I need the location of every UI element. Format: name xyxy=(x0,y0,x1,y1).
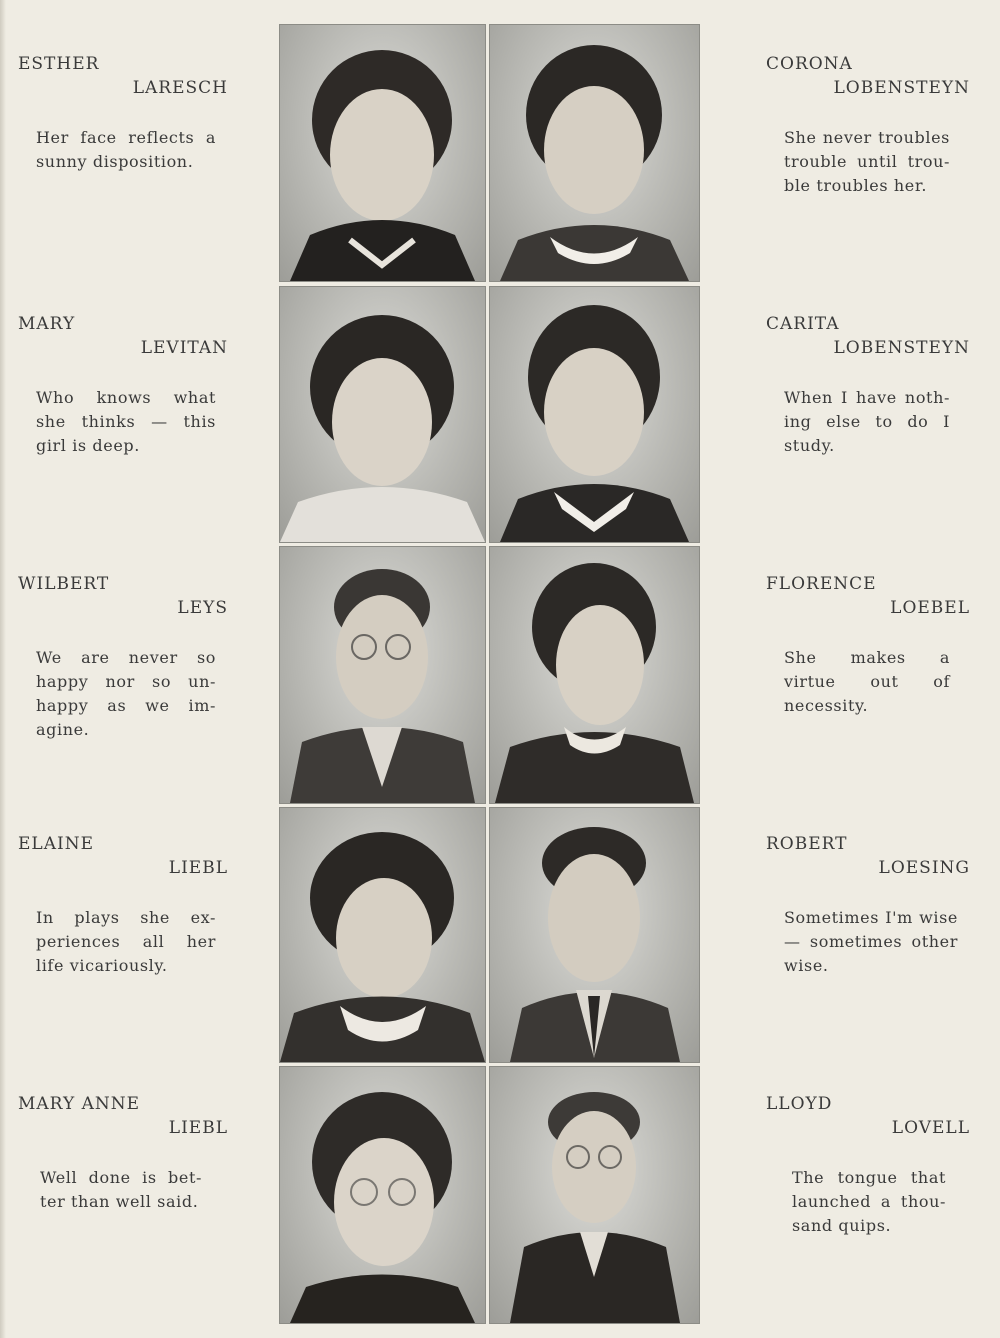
last-name: LARESCH xyxy=(132,78,228,98)
entry-wilbert-leys xyxy=(18,572,228,742)
entry-esther-laresch xyxy=(18,52,228,174)
portrait-photo-mary-anne-liebl xyxy=(279,1066,486,1324)
quote: She never troubles trouble until trou- ble troubles her. xyxy=(784,128,950,195)
entry-elaine-liebl xyxy=(18,832,228,978)
entry-corona-lobensteyn xyxy=(766,52,970,198)
last-name: LEYS xyxy=(177,598,228,618)
first-name: MARY ANNE xyxy=(18,1094,141,1114)
last-name: LIEBL xyxy=(168,1118,228,1138)
page-gutter xyxy=(0,0,6,1338)
first-name: ESTHER xyxy=(18,54,100,74)
last-name: LOESING xyxy=(878,858,970,878)
entry-mary-levitan xyxy=(18,312,228,458)
quote: The tongue that launched a thou- sand quips. xyxy=(792,1168,946,1235)
quote: Sometimes I'm wise — sometimes other wise. xyxy=(784,908,958,975)
first-name: MARY xyxy=(18,314,76,334)
first-name: LLOYD xyxy=(766,1094,833,1114)
quote: When I have noth- ing else to do I study. xyxy=(784,388,950,455)
portrait-photo-wilbert-leys xyxy=(279,546,486,804)
quote: She makes a virtue out of necessity. xyxy=(784,648,950,715)
quote: Her face reflects a sunny disposition. xyxy=(36,128,216,171)
last-name: LOBENSTEYN xyxy=(833,78,970,98)
portrait-photo-corona-lobensteyn xyxy=(489,24,700,282)
portrait-photo-esther-laresch xyxy=(279,24,486,282)
entry-robert-loesing xyxy=(766,832,970,978)
first-name: CARITA xyxy=(766,314,840,334)
first-name: WILBERT xyxy=(18,574,110,594)
last-name: LOVELL xyxy=(891,1118,970,1138)
quote: We are never so happy nor so un- happy as we im- agine. xyxy=(36,648,216,739)
first-name: ELAINE xyxy=(18,834,94,854)
quote: Well done is bet- ter than well said. xyxy=(40,1168,202,1211)
last-name: LIEBL xyxy=(168,858,228,878)
first-name: FLORENCE xyxy=(766,574,877,594)
entry-florence-loebel xyxy=(766,572,970,718)
first-name: ROBERT xyxy=(766,834,848,854)
entry-mary-anne-liebl xyxy=(18,1092,228,1214)
entry-lloyd-lovell xyxy=(766,1092,970,1238)
last-name: LEVITAN xyxy=(140,338,228,358)
portrait-photo-florence-loebel xyxy=(489,546,700,804)
last-name: LOBENSTEYN xyxy=(833,338,970,358)
portrait-photo-mary-levitan xyxy=(279,286,486,543)
first-name: CORONA xyxy=(766,54,853,74)
quote: In plays she ex- periences all her life vicariously. xyxy=(36,908,216,975)
last-name: LOEBEL xyxy=(890,598,970,618)
quote: Who knows what she thinks — this girl is deep. xyxy=(36,388,216,455)
portrait-photo-elaine-liebl xyxy=(279,807,486,1063)
portrait-photo-carita-lobensteyn xyxy=(489,286,700,543)
portrait-photo-robert-loesing xyxy=(489,807,700,1063)
portrait-photo-lloyd-lovell xyxy=(489,1066,700,1324)
entry-carita-lobensteyn xyxy=(766,312,970,458)
